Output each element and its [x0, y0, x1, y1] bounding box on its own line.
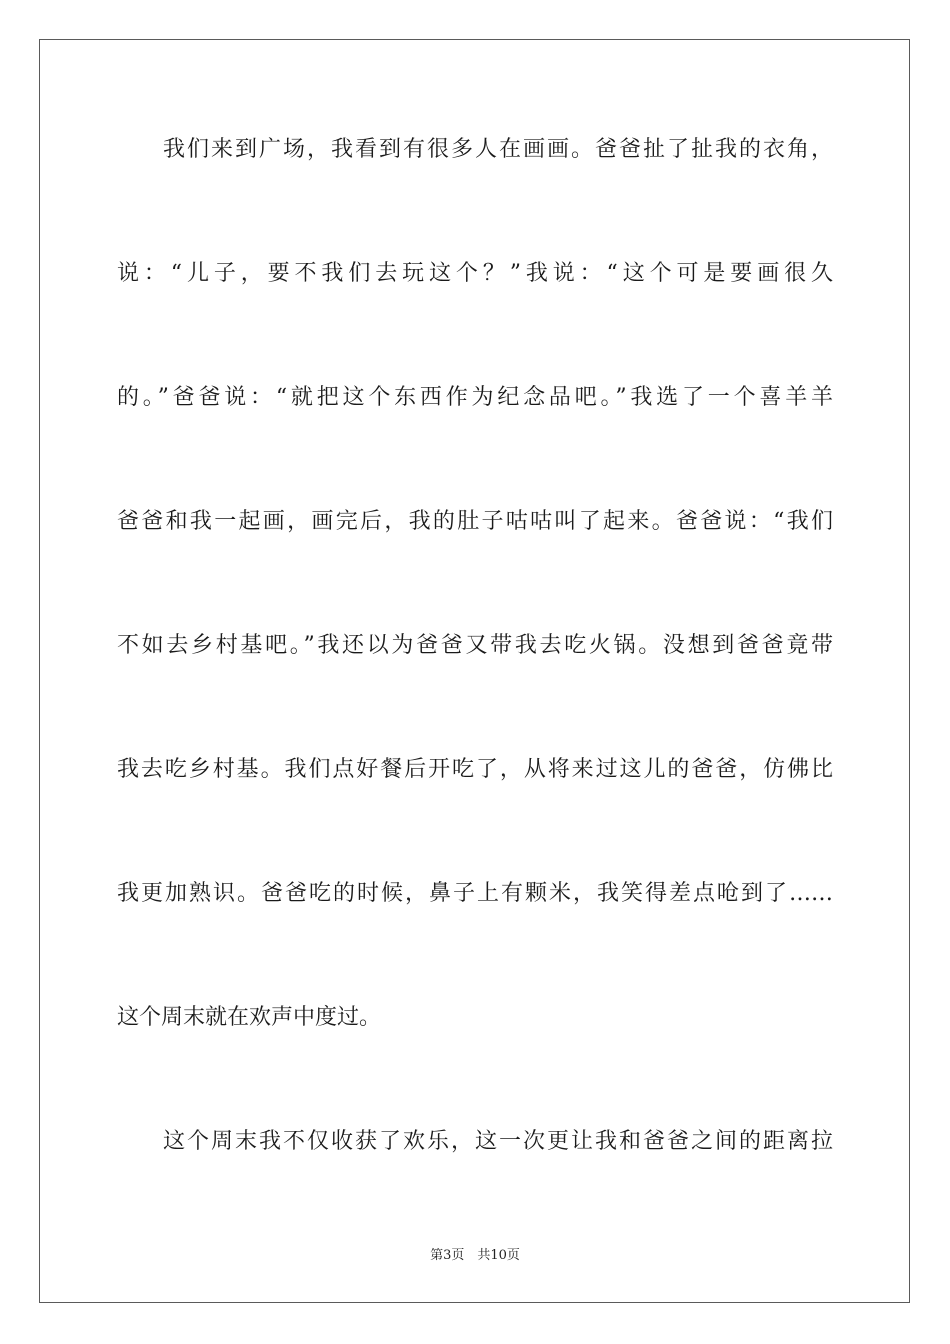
page-number-footer: 第3页 共10页 [430, 1248, 520, 1263]
paragraph-line-3: 的。”爸爸说：“就把这个东西作为纪念品吧。”我选了一个喜羊羊 [117, 385, 833, 410]
paragraph-line-4: 爸爸和我一起画，画完后，我的肚子咕咕叫了起来。爸爸说：“我们 [117, 509, 833, 534]
paragraph-line-6: 我去吃乡村基。我们点好餐后开吃了，从将来过这儿的爸爸，仿佛比 [117, 757, 833, 782]
paragraph-line-5: 不如去乡村基吧。”我还以为爸爸又带我去吃火锅。没想到爸爸竟带 [117, 633, 833, 658]
paragraph-line-1: 我们来到广场，我看到有很多人在画画。爸爸扯了扯我的衣角， [163, 137, 833, 162]
page-border [39, 39, 910, 1303]
paragraph-line-7: 我更加熟识。爸爸吃的时候，鼻子上有颗米，我笑得差点呛到了…… [117, 881, 833, 906]
paragraph-line-8: 这个周末就在欢声中度过。 [117, 1005, 382, 1030]
paragraph-line-9: 这个周末我不仅收获了欢乐，这一次更让我和爸爸之间的距离拉 [163, 1129, 833, 1154]
paragraph-line-2: 说：“儿子，要不我们去玩这个？”我说：“这个可是要画很久 [117, 261, 833, 286]
